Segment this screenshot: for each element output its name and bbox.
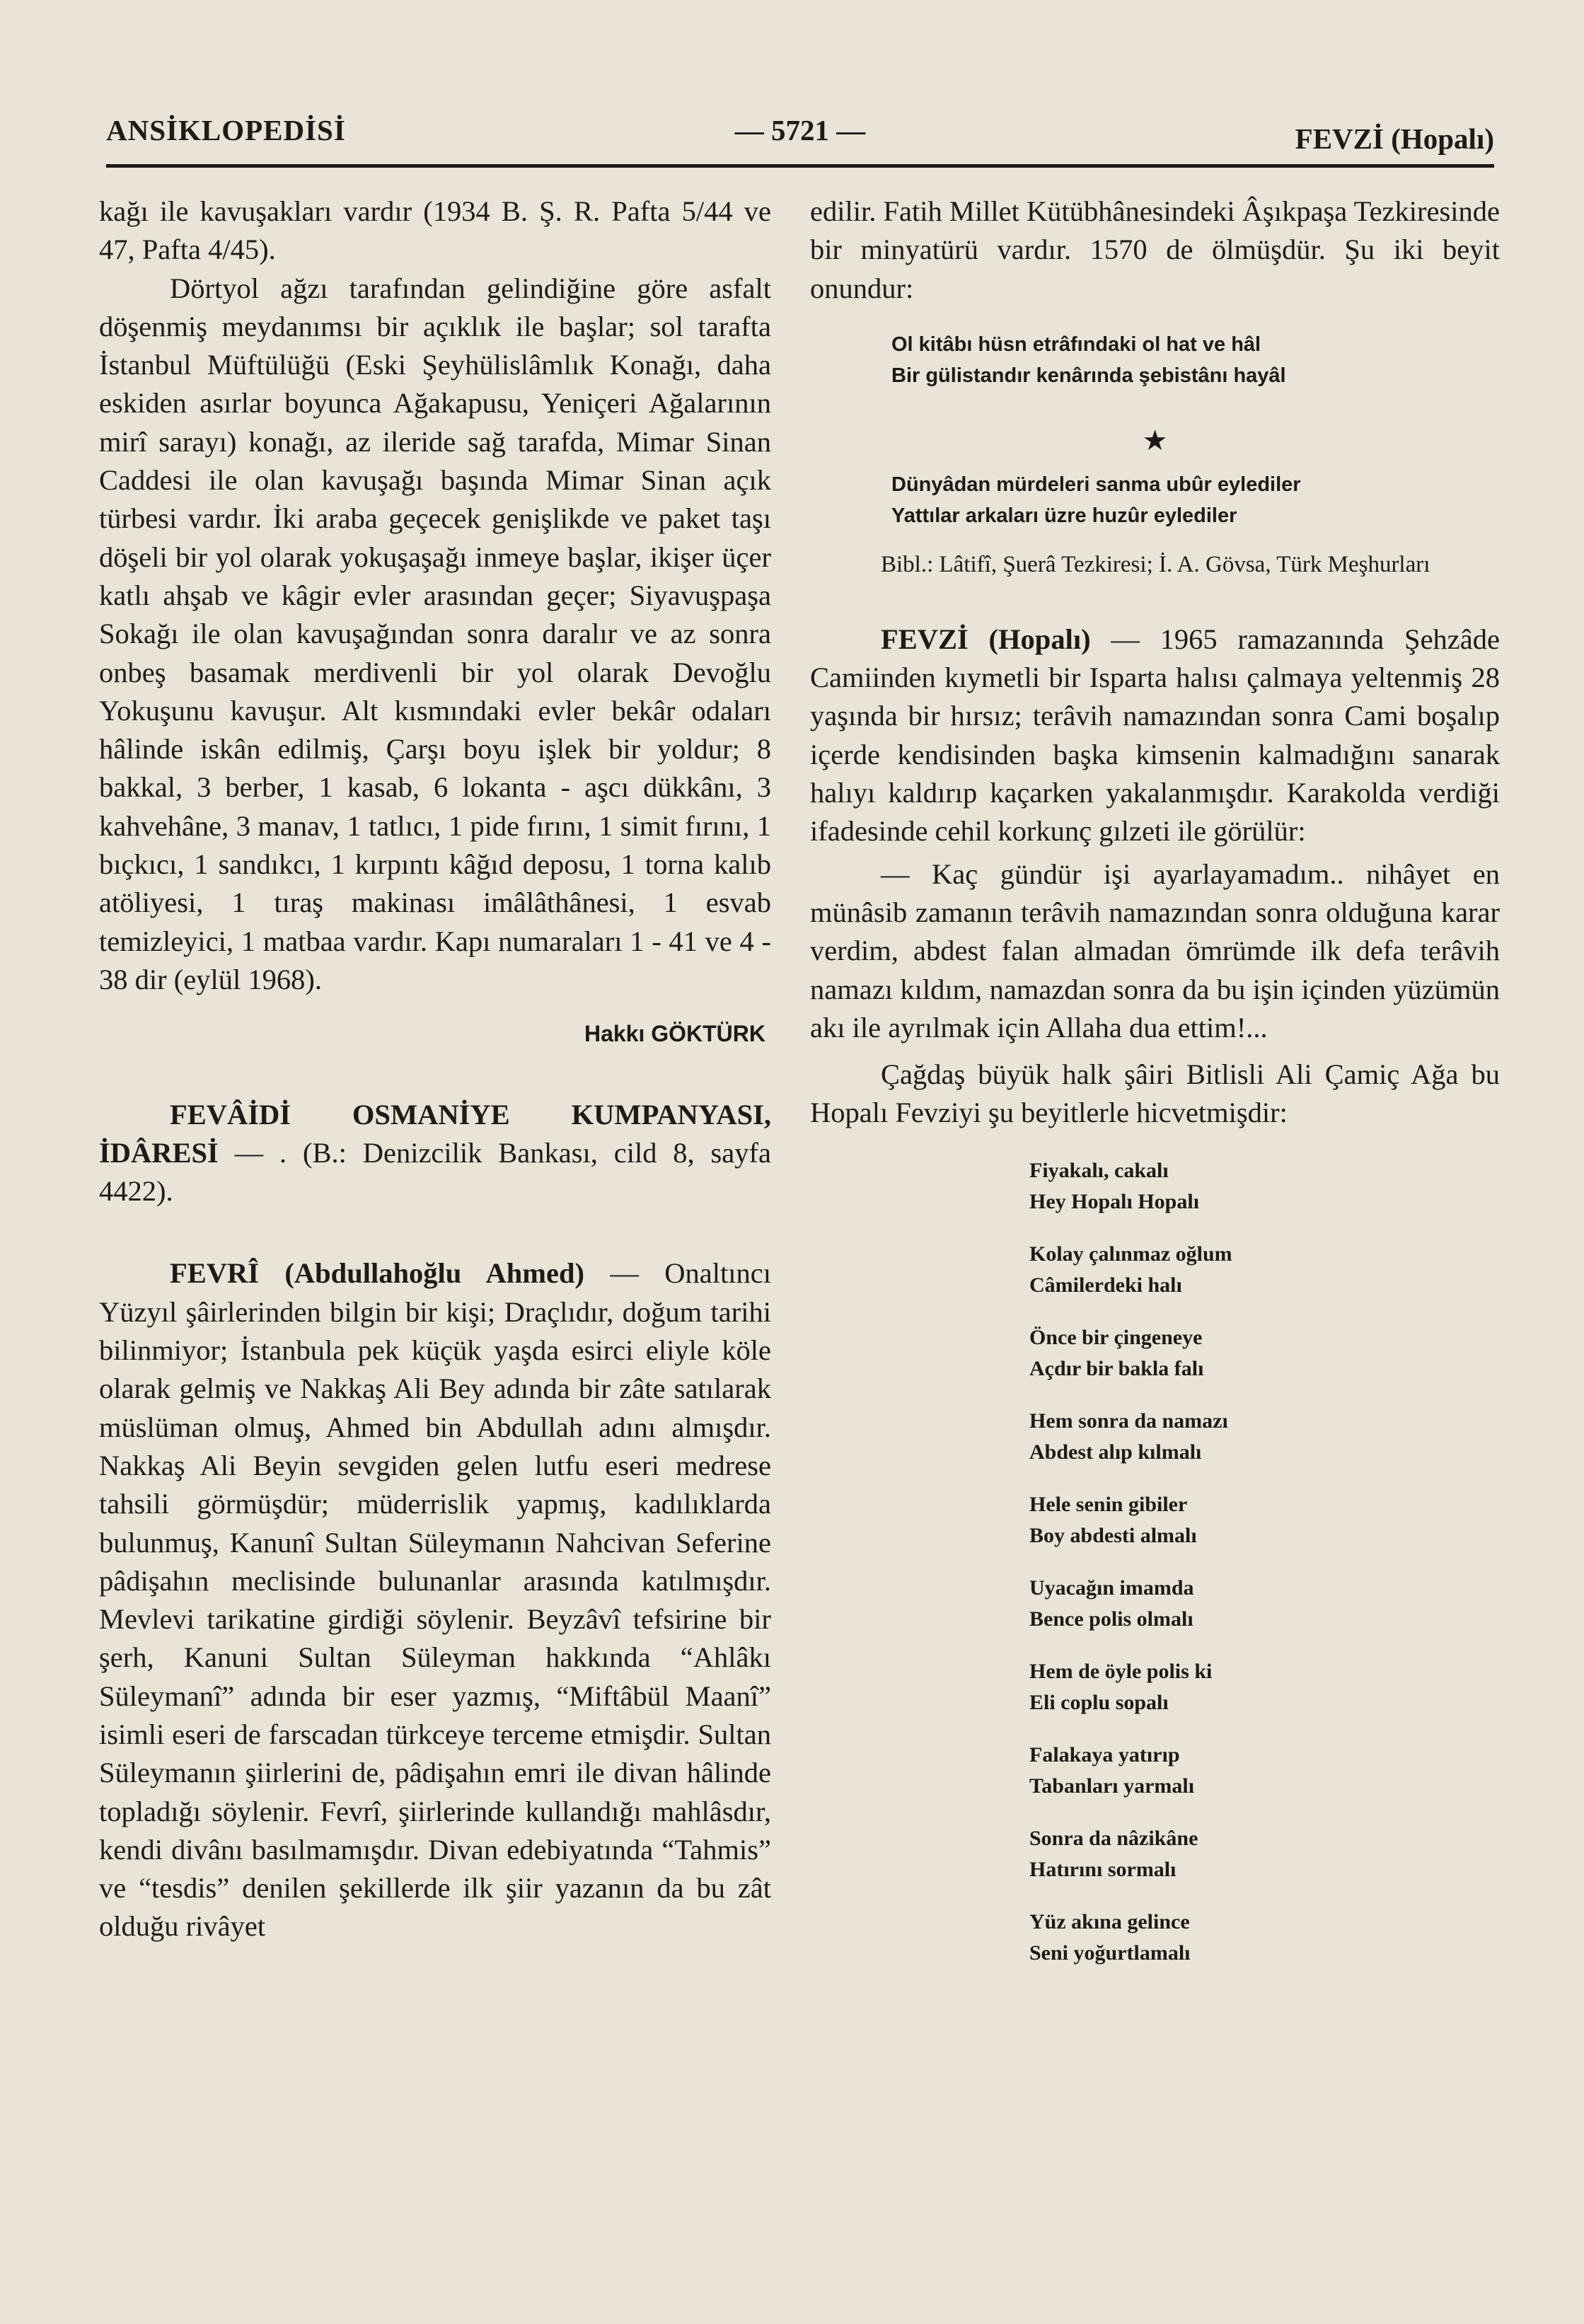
right-paragraph-1: edilir. Fatih Millet Kütübhânesindeki Âşıkpaşa Tezkiresinde bir minyatürü vardır. 1570 de ölmüşdür. Şu iki beyit onundur: (810, 195, 1500, 304)
stanza (1029, 1239, 1500, 1301)
couplet-2-line-2: Yattılar arkaları üzre huzûr eylediler (891, 504, 1237, 527)
stanza-line: Câmilerdeki halı (1029, 1273, 1182, 1297)
stanza-line: Boy abdesti almalı (1029, 1523, 1197, 1547)
header-right-title: FEVZİ (Hopalı) (1295, 122, 1494, 155)
page-header (106, 113, 1494, 163)
stanza-line: Falakaya yatırıp (1029, 1742, 1180, 1767)
entry-fevaidi-text: — . (B.: Denizcilik Bankası, cild 8, sayfa 4422). (99, 1136, 771, 1208)
right-paragraph-last: Çağdaş büyük halk şâiri Bitlisli Ali Çamiç Ağa bu Hopalı Fevziyi şu beyitlerle hicvetmişdir: (810, 1058, 1500, 1129)
entry-fevri-text: — Onaltıncı Yüzyıl şâirlerinden bilgin bir kişi; Draçlıdır, doğum tarihi bilinmiyor; İstanbula pek küçük yaşda esirci eliyle köle olarak gelmiş ve Nakkaş Ali Bey adında bir zâte satılarak müslüman olmuş, Ahmed bin Abdullah adını almışdır. Nakkaş Ali Beyin sevgiden gelen lutfu eseri medrese tahsili görmüşdür; müderrislik yapmış, kadılıklarda bulunmuş, Kanunî Sultan Süleymanın Nahcivan Seferine pâdişahın meclisinde bulunanlar arasında katılmışdır. Mevlevi tarikatine girdiği söylenir. Beyzâvî tefsirine bir şerh, Kanuni Sultan Süleyman hakkında “Ahlâkı Süleymanî” adında bir eser yazmış, “Miftâbül Maanî” isimli eseri de farscadan türkceye terceme etmişdir. Sultan Süleymanın şiirlerini de, pâdişahın emri ile divan hâlinde topladığı söylenir. Fevrî, şiirlerinde kullandığı mahlâsdır, kendi divânı basılmamışdır. Divan edebiyatında “Tahmis” ve “tesdis” denilen şekillerde ilk şiir yazanın da bu zât olduğu rivâyet (99, 1257, 771, 1943)
stanza-line: Sonra da nâzikâne (1029, 1826, 1198, 1850)
left-paragraph-1: kağı ile kavuşakları vardır (1934 B. Ş. R. Pafta 5/44 ve 47, Pafta 4/45). (99, 195, 771, 266)
stanza (1029, 1155, 1500, 1218)
right-column (810, 192, 1500, 1990)
stanza (1029, 1907, 1500, 1969)
couplet-1-line-1: Ol kitâbı hüsn etrâfındaki ol hat ve hâl (891, 333, 1261, 356)
entry-fevri-heading: FEVRÎ (Abdullahoğlu Ahmed) (170, 1257, 584, 1290)
stanza-line: Kolay çalınmaz oğlum (1029, 1242, 1232, 1266)
stanza-line: Önce bir çingeneye (1029, 1325, 1203, 1349)
stanza-line: Seni yoğurtlamalı (1029, 1941, 1191, 1965)
stanza-line: Bence polis olmalı (1029, 1607, 1193, 1631)
stanza (1029, 1656, 1500, 1718)
stanza (1029, 1406, 1500, 1468)
stanza-line: Uyacağın imamda (1029, 1576, 1194, 1600)
couplet-1-line-2: Bir gülistandır kenârında şebistânı hayâl (891, 364, 1286, 387)
stanza-line: Abdest alıp kılmalı (1029, 1440, 1202, 1464)
stanza (1029, 1573, 1500, 1635)
left-column (99, 192, 771, 1946)
header-left-title: ANSİKLOPEDİSİ (106, 114, 346, 146)
stanza-line: Hey Hopalı Hopalı (1029, 1189, 1200, 1213)
stanza (1029, 1740, 1500, 1802)
bibliography: Bibl.: Lâtifî, Şuerâ Tezkiresi; İ. A. Gövsa, Türk Meşhurları (881, 551, 1430, 577)
entry-fevaidi (99, 1096, 771, 1211)
satirical-poem (1029, 1155, 1500, 1969)
couplet-1 (891, 329, 1500, 391)
stanza (1029, 1823, 1500, 1885)
stanza-line: Hatırını sormalı (1029, 1857, 1177, 1881)
star-separator-icon: ★ (1142, 424, 1168, 456)
page-number: — 5721 — (734, 114, 866, 146)
stanza-line: Hele senin gibiler (1029, 1492, 1188, 1516)
header-rule (106, 164, 1494, 168)
entry-fevri (99, 1254, 771, 1946)
stanza-line: Fiyakalı, cakalı (1029, 1158, 1169, 1182)
entry-fevaidi-heading: FEVÂİDİ OSMANİYE KUMPANYASI, İDÂRESİ (99, 1098, 771, 1169)
entry-fevzi-heading: FEVZİ (Hopalı) (881, 623, 1091, 655)
stanza (1029, 1489, 1500, 1551)
stanza-line: Açdır bir bakla falı (1029, 1356, 1204, 1380)
stanza (1029, 1322, 1500, 1384)
left-paragraph-2: Dörtyol ağzı tarafından gelindiğine göre asfalt döşenmiş meydanımsı bir açıklık ile başlar; sol tarafta İstanbul Müftülüğü (Eski Şeyhülislâmlık Konağı, daha eskiden asırlar boyunca Ağakapusu, Yeniçeri Ağalarının mirî sarayı) konağı, az ileride sağ tarafda, Mimar Sinan Caddesi ile olan kavuşağı başında Mimar Sinan açık türbesi vardır. İki araba geçecek genişlikde ve paket taşı döşeli bir yol olarak yokuşaşağı inmeye başlar, ikişer üçer katlı ahşab ve kâgir evler arasından geçer; Siyavuşpaşa Sokağı ile olan kavuşağından sonra daralır ve az sonra onbeş basamak merdivenli bir yol olarak Devoğlu Yokuşunu kavuşur. Alt kısmındaki evler bekâr odaları hâlinde iskân edilmiş, Çarşı boyu işlek bir yoldur; 8 bakkal, 3 berber, 1 kasab, 6 lokanta - aşcı dükkânı, 3 kahvehâne, 3 manav, 1 tatlıcı, 1 pide fırını, 1 simit fırını, 1 bıçkıcı, 1 sandıkcı, 1 kırpıntı kâğıd deposu, 1 torna kalıb atöliyesi, 1 tıraş makinası imâlâthânesi, 1 esvab temizleyici, 1 matbaa vardır. Kapı numaraları 1 - 41 ve 4 - 38 dir (eylül 1968). (99, 272, 771, 995)
stanza-line: Tabanları yarmalı (1029, 1774, 1195, 1798)
stanza-line: Yüz akına gelince (1029, 1909, 1190, 1933)
stanza-line: Hem sonra da namazı (1029, 1409, 1228, 1433)
stanza-line: Hem de öyle polis ki (1029, 1659, 1213, 1683)
quote-paragraph: — Kaç gündür işi ayarlayamadım.. nihâyet en münâsib zamanın terâvih namazından sonra olduğuna karar verdim, abdest falan almadan ömrümde ilk defa terâvih namazı kıldım, namazdan sonra da bu işin içinden yüzümün akı ile ayrılmak için Allaha dua ettim!... (810, 857, 1500, 1044)
couplet-2-line-1: Dünyâdan mürdeleri sanma ubûr eylediler (891, 473, 1301, 496)
couplet-2 (891, 469, 1500, 531)
entry-fevzi-text: — 1965 ramazanında Şehzâde Camiinden kıymetli bir Isparta halısı çalmaya yeltenmiş 28 yaşında bir hırsız; terâvih namazından sonra Cami boşalıp içerde kendisinden başka kimsenin kalmadığını sanarak halıyı kaldırıp kaçarken yakalanmışdır. Karakolda verdiği ifadesinde cehil korkunç gılzeti ile görülür: (810, 623, 1500, 848)
stanza-line: Eli coplu sopalı (1029, 1690, 1169, 1714)
entry-fevzi (810, 620, 1500, 851)
signature: Hakkı GÖKTÜRK (584, 1021, 765, 1047)
